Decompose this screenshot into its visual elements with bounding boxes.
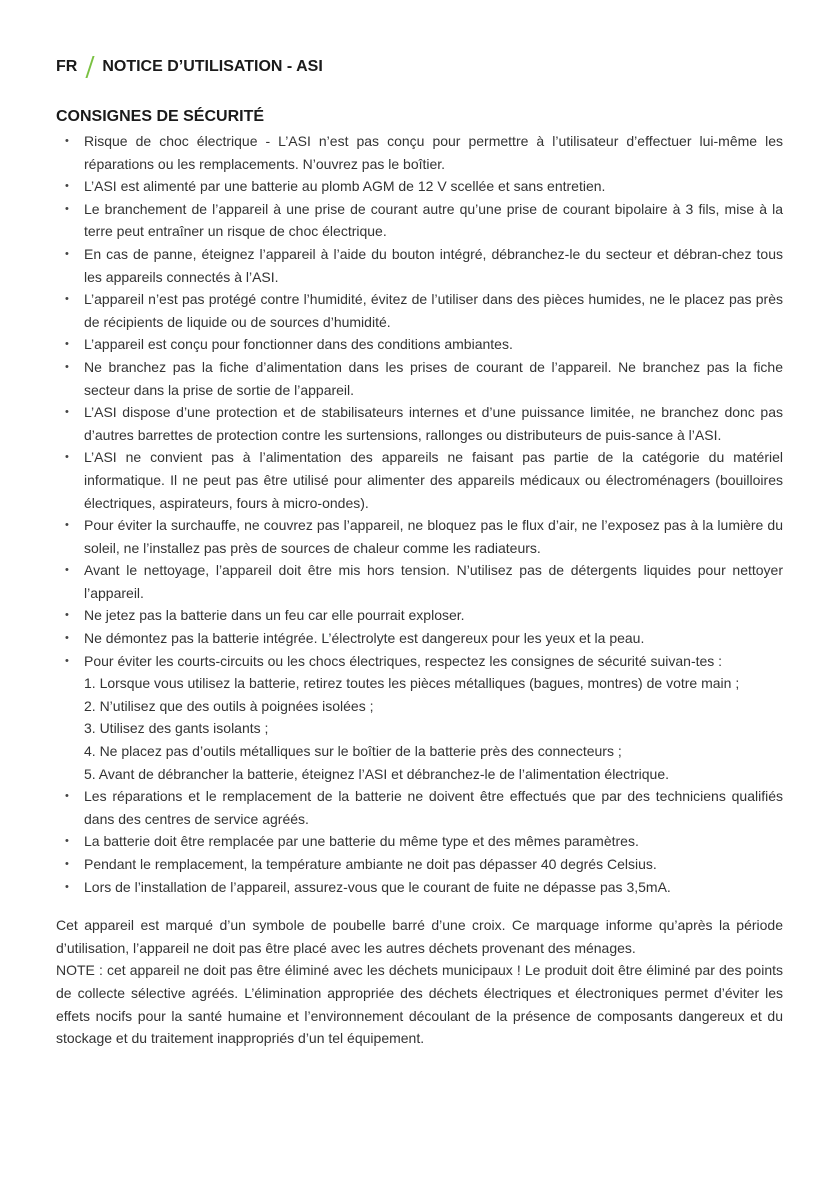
list-item: • Ne démontez pas la batterie intégrée. L’électrolyte est dangereux pour les yeux et la peau.	[56, 627, 783, 650]
list-item: • Pour éviter la surchauffe, ne couvrez pas l’appareil, ne bloquez pas le flux d’air, ne l’exposez pas à la lumière du soleil, ne l’installez pas près de sources de chaleur comme les radiateurs.	[56, 514, 783, 559]
short-circuit-step: 4. Ne placez pas d’outils métalliques sur le boîtier de la batterie près des connecteurs ;	[84, 743, 622, 760]
list-item: • En cas de panne, éteignez l’appareil à l’aide du bouton intégré, débranchez-le du secteur et débran-chez tous les appareils connectés à l’ASI.	[56, 243, 783, 288]
list-item: • Le branchement de l’appareil à une prise de courant autre qu’une prise de courant bipolaire à 3 fils, mise à la terre peut entraîner un risque de choc électrique.	[56, 198, 783, 243]
list-item: • Les réparations et le remplacement de la batterie ne doivent être effectués que par des techniciens qualifiés dans des centres de service agréés.	[56, 785, 783, 830]
list-item: • L’ASI dispose d’une protection et de stabilisateurs internes et d’une puissance limitée, ne branchez donc pas d’autres barrettes de protection contre les surtensions, rallonges ou distributeurs de puis-sance à l’ASI.	[56, 401, 783, 446]
list-item: • Pendant le remplacement, la température ambiante ne doit pas dépasser 40 degrés Celsius.	[56, 853, 783, 876]
header-divider	[86, 56, 95, 78]
list-item: • Lors de l’installation de l’appareil, assurez-vous que le courant de fuite ne dépasse pas 3,5mA.	[56, 876, 783, 899]
document-title: NOTICE D’UTILISATION - ASI	[102, 58, 323, 75]
list-item-short-circuit	[56, 650, 783, 786]
list-item: • L’ASI est alimenté par une batterie au plomb AGM de 12 V scellée et sans entretien.	[56, 175, 783, 198]
short-circuit-step: 5. Avant de débrancher la batterie, éteignez l’ASI et débranchez-le de l’alimentation électrique.	[84, 765, 669, 782]
page-header	[56, 56, 783, 78]
list-item: • L’appareil n’est pas protégé contre l’humidité, évitez de l’utiliser dans des pièces humides, ne le placez pas près de récipients de liquide ou de sources d’humidité.	[56, 288, 783, 333]
disposal-note: NOTE : cet appareil ne doit pas être éliminé avec les déchets municipaux ! Le produit doit être éliminé par des points de collecte sélective agréés. L’élimination appropriée des déchets électriques et électroniques permet d’éviter les effets nocifs pour la santé humaine et l’environnement découlant de la présence de composants dangereux et du stockage et du traitement inappropriés d’un tel équipement.	[56, 962, 783, 1047]
short-circuit-step: 1. Lorsque vous utilisez la batterie, retirez toutes les pièces métalliques (bagues, montres) de votre main ;	[84, 675, 740, 692]
list-item: • Risque de choc électrique - L’ASI n’est pas conçu pour permettre à l’utilisateur d’effectuer lui-même les réparations ou les remplacements. N’ouvrez pas le boîtier.	[56, 130, 783, 175]
safety-rules-list	[56, 130, 783, 898]
list-item: • La batterie doit être remplacée par une batterie du même type et des mêmes paramètres.	[56, 830, 783, 853]
disposal-paragraph: Cet appareil est marqué d’un symbole de poubelle barré d’une croix. Ce marquage informe qu’après la période d’utilisation, l’appareil ne doit pas être placé avec les autres déchets provenant des ménages.	[56, 917, 783, 956]
list-item: • L’ASI ne convient pas à l’alimentation des appareils ne faisant pas partie de la catégorie du matériel informatique. Il ne peut pas être utilisé pour alimenter des appareils médicaux ou électroménagers (bouilloires électriques, aspirateurs, fours à micro-ondes).	[56, 446, 783, 514]
list-item: • L’appareil est conçu pour fonctionner dans des conditions ambiantes.	[56, 333, 783, 356]
section-title: CONSIGNES DE SÉCURITÉ	[56, 108, 265, 125]
language-code: FR	[56, 58, 78, 75]
short-circuit-step: 3. Utilisez des gants isolants ;	[84, 720, 269, 737]
list-item: • Ne branchez pas la fiche d’alimentation dans les prises de courant de l’appareil. Ne branchez pas la fiche secteur dans la prise de sortie de l’appareil.	[56, 356, 783, 401]
list-item: • Avant le nettoyage, l’appareil doit être mis hors tension. N’utilisez pas de détergents liquides pour nettoyer l’appareil.	[56, 559, 783, 604]
short-circuit-step: 2. N’utilisez que des outils à poignées isolées ;	[84, 697, 374, 714]
list-item: • Ne jetez pas la batterie dans un feu car elle pourrait exploser.	[56, 604, 783, 627]
disposal-section	[56, 914, 783, 1050]
short-circuit-intro: • Pour éviter les courts-circuits ou les chocs électriques, respectez les consignes de sécurité suivan-tes :	[84, 652, 723, 669]
